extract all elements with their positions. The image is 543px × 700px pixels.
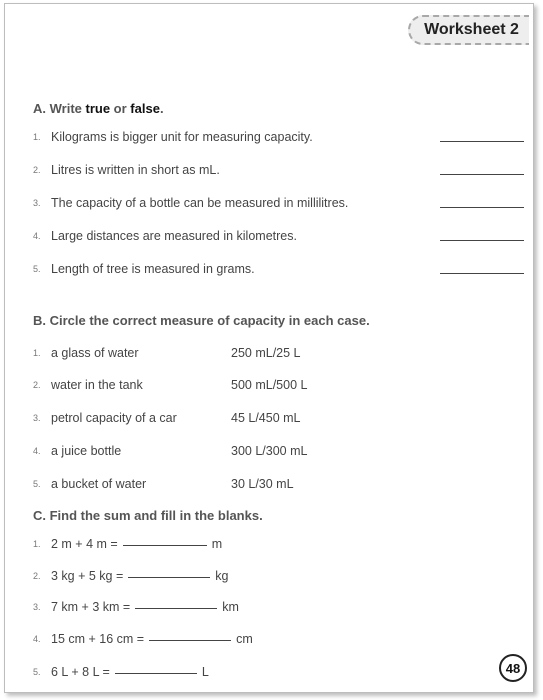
sum-expression (51, 569, 228, 583)
sum-expr-text: 15 cm + 16 cm = (51, 632, 145, 646)
sum-expression (51, 537, 222, 551)
sum-unit: L (201, 665, 209, 679)
item-text: a juice bottle (51, 444, 122, 458)
section-c-item (0, 537, 543, 553)
item-number: 2. (33, 380, 41, 390)
section-b-item (0, 378, 543, 394)
section-a-item (0, 262, 543, 278)
section-b-item (0, 444, 543, 460)
item-number: 4. (33, 446, 41, 456)
item-text: a bucket of water (51, 477, 147, 491)
sum-expr-text: 2 m + 4 m = (51, 537, 118, 551)
answer-line[interactable] (440, 207, 524, 208)
item-text: Length of tree is measured in grams. (51, 262, 255, 276)
section-a-heading-prefix: A. Write (33, 101, 86, 116)
section-c-heading: C. Find the sum and fill in the blanks. (33, 508, 263, 523)
item-number: 2. (33, 571, 41, 581)
answer-line[interactable] (440, 174, 524, 175)
section-a-item (0, 163, 543, 179)
capacity-options[interactable]: 250 mL/25 L (231, 346, 301, 360)
item-number: 4. (33, 231, 41, 241)
sum-unit: km (222, 600, 239, 614)
sum-expr-text: 3 kg + 5 kg = (51, 569, 124, 583)
section-a-heading (33, 101, 164, 116)
section-a-heading-or: or (110, 101, 131, 116)
answer-blank[interactable] (128, 577, 210, 578)
section-b-item (0, 477, 543, 493)
item-number: 3. (33, 413, 41, 423)
sum-expression (51, 600, 239, 614)
capacity-options[interactable]: 300 L/300 mL (231, 444, 308, 458)
section-a-heading-false: false (130, 101, 160, 116)
answer-blank[interactable] (115, 673, 197, 674)
capacity-options[interactable]: 45 L/450 mL (231, 411, 301, 425)
item-number: 5. (33, 479, 41, 489)
answer-line[interactable] (440, 273, 524, 274)
answer-blank[interactable] (135, 608, 217, 609)
section-c-item (0, 665, 543, 681)
worksheet-badge: Worksheet 2 (408, 15, 529, 45)
item-number: 3. (33, 602, 41, 612)
answer-blank[interactable] (123, 545, 207, 546)
capacity-options[interactable]: 500 mL/500 L (231, 378, 308, 392)
answer-blank[interactable] (149, 640, 231, 641)
item-number: 5. (33, 264, 41, 274)
item-text: The capacity of a bottle can be measured in millilitres. (51, 196, 349, 210)
item-number: 2. (33, 165, 41, 175)
section-a-item (0, 229, 543, 245)
section-c-item (0, 569, 543, 585)
section-b-item (0, 411, 543, 427)
item-text: Large distances are measured in kilometres. (51, 229, 297, 243)
answer-line[interactable] (440, 240, 524, 241)
item-text: a glass of water (51, 346, 139, 360)
section-a-heading-true: true (85, 101, 111, 116)
item-number: 3. (33, 198, 41, 208)
item-number: 1. (33, 539, 41, 549)
sum-expr-text: 7 km + 3 km = (51, 600, 131, 614)
section-c-item (0, 632, 543, 648)
section-a-heading-end: . (159, 101, 164, 116)
answer-line[interactable] (440, 141, 524, 142)
sum-unit: m (211, 537, 223, 551)
section-a-item (0, 196, 543, 212)
item-text: Kilograms is bigger unit for measuring capacity. (51, 130, 313, 144)
item-number: 1. (33, 132, 41, 142)
item-number: 5. (33, 667, 41, 677)
item-number: 1. (33, 348, 41, 358)
section-b-item (0, 346, 543, 362)
capacity-options[interactable]: 30 L/30 mL (231, 477, 294, 491)
section-c-item (0, 600, 543, 616)
item-text: petrol capacity of a car (51, 411, 177, 425)
sum-expr-text: 6 L + 8 L = (51, 665, 110, 679)
sum-unit: kg (215, 569, 229, 583)
item-number: 4. (33, 634, 41, 644)
sum-unit: cm (236, 632, 253, 646)
page-number: 48 (499, 654, 527, 682)
item-text: water in the tank (51, 378, 143, 392)
section-a-item (0, 130, 543, 146)
sum-expression (51, 665, 209, 679)
sum-expression (51, 632, 253, 646)
section-b-heading: B. Circle the correct measure of capacity in each case. (33, 313, 370, 328)
item-text: Litres is written in short as mL. (51, 163, 220, 177)
